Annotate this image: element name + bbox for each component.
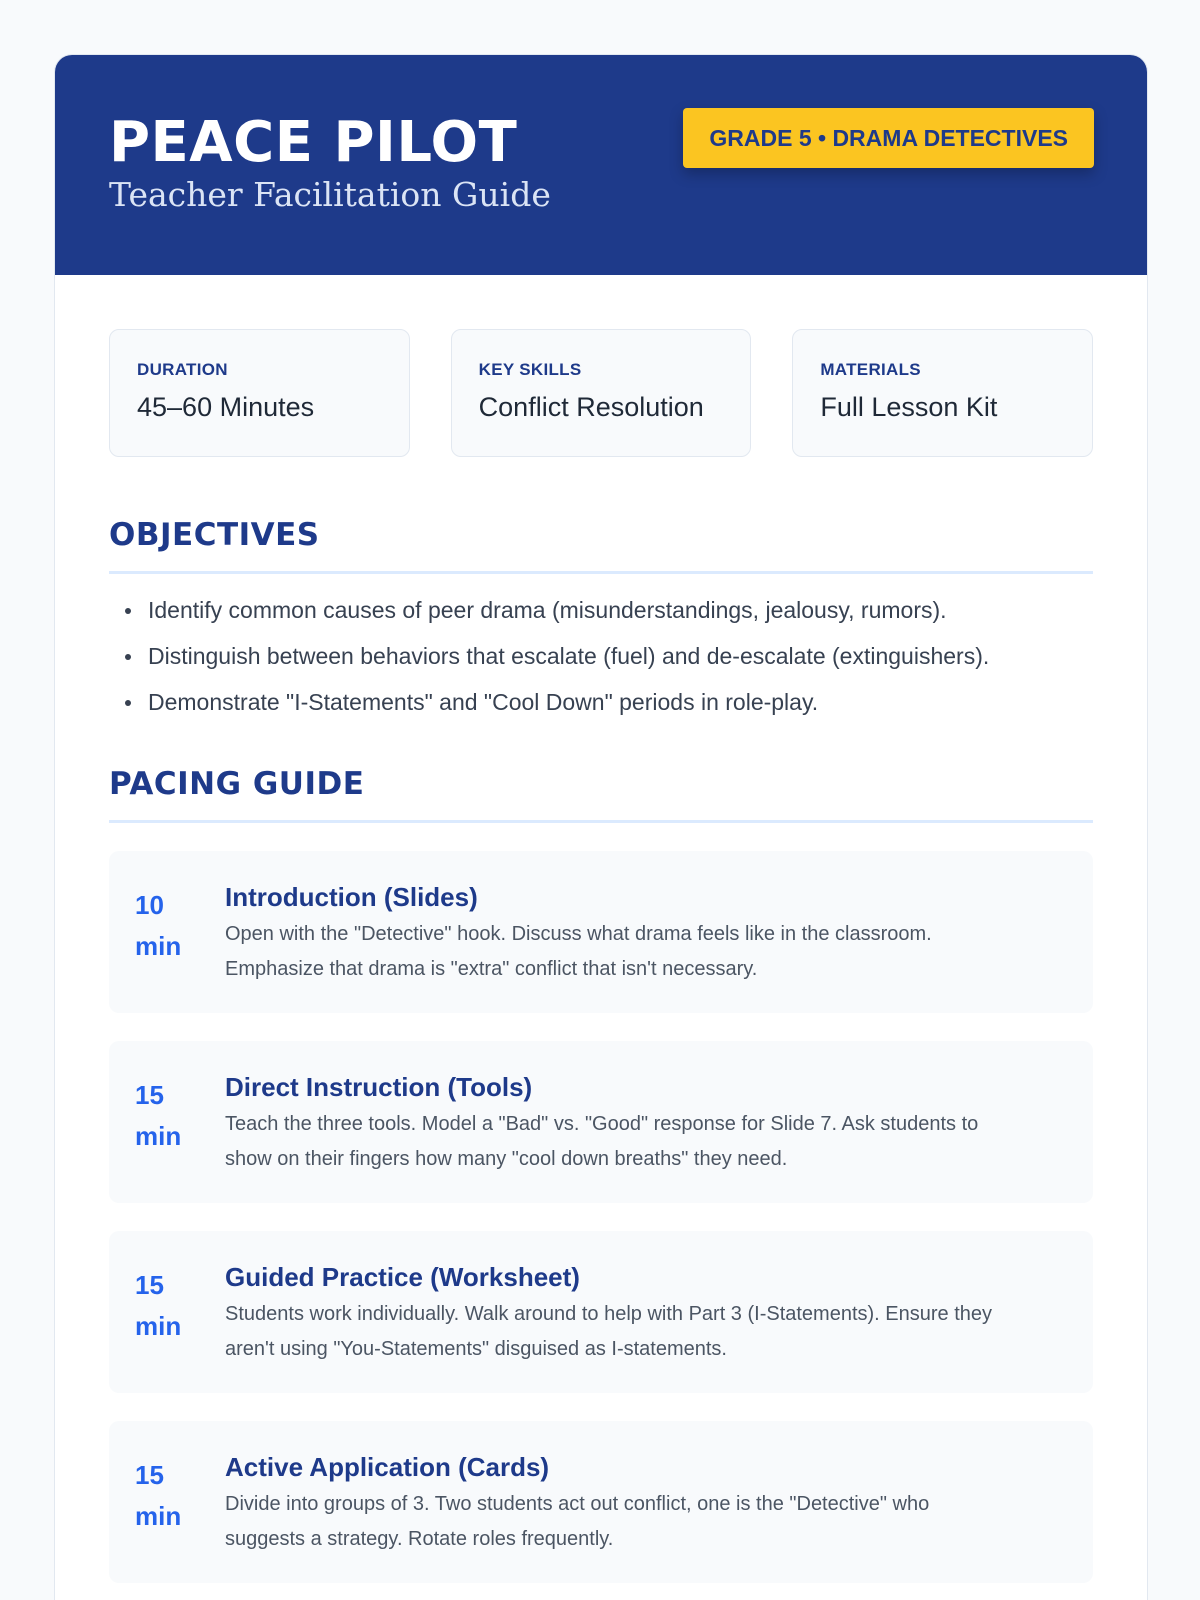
step-description-line: suggests a strategy. Rotate roles frequently.: [225, 1528, 614, 1550]
step-description-line: Teach the three tools. Model a "Bad" vs. "Good" response for Slide 7. Ask students to: [225, 1113, 979, 1135]
guide-card: [54, 54, 1148, 1600]
page-subtitle: Teacher Facilitation Guide: [109, 175, 551, 214]
step-title: Active Application (Cards): [225, 1452, 550, 1482]
step-description: [225, 917, 1067, 987]
step-duration: [135, 1451, 225, 1583]
meta-value: Conflict Resolution: [478, 392, 704, 422]
pacing-heading: PACING GUIDE: [109, 766, 1093, 823]
meta-materials: [792, 329, 1093, 457]
step-body: [225, 1261, 1067, 1393]
meta-key-skills: [451, 329, 752, 457]
meta-label: MATERIALS: [820, 360, 921, 379]
step-description: [225, 1107, 1067, 1177]
objectives-heading: OBJECTIVES: [109, 517, 1093, 574]
objectives-list: [109, 596, 1093, 716]
pacing-step-guided-practice: [109, 1231, 1093, 1393]
step-duration: [135, 1071, 225, 1203]
pacing-step-direct-instruction: [109, 1041, 1093, 1203]
grade-badge: GRADE 5 • DRAMA DETECTIVES: [683, 108, 1094, 168]
step-time-unit: min: [135, 1121, 182, 1151]
step-title: Direct Instruction (Tools): [225, 1072, 533, 1102]
step-description-line: aren't using "You-Statements" disguised as I-statements.: [225, 1338, 727, 1360]
step-description: [225, 1487, 1067, 1557]
meta-label: DURATION: [137, 360, 228, 379]
step-time-unit: min: [135, 1311, 182, 1341]
step-body: [225, 1071, 1067, 1203]
step-time-value: 15: [135, 1270, 164, 1300]
step-body: [225, 1451, 1067, 1583]
step-description-line: Open with the "Detective" hook. Discuss what drama feels like in the classroom.: [225, 923, 932, 945]
meta-value: 45–60 Minutes: [137, 392, 315, 422]
step-title: Introduction (Slides): [225, 882, 478, 912]
objective-item: Distinguish between behaviors that escalate (fuel) and de-escalate (extinguishers).: [123, 642, 1093, 670]
step-description-line: Emphasize that drama is "extra" conflict that isn't necessary.: [225, 958, 758, 980]
header-banner: [55, 55, 1147, 275]
step-description: [225, 1297, 1067, 1367]
step-duration: [135, 1261, 225, 1393]
step-body: [225, 881, 1067, 1013]
step-description-line: show on their fingers how many "cool down breaths" they need.: [225, 1148, 788, 1170]
step-duration: [135, 881, 225, 1013]
pacing-step-introduction: [109, 851, 1093, 1013]
step-time-value: 15: [135, 1080, 164, 1110]
step-time-unit: min: [135, 1501, 182, 1531]
main-content: [55, 275, 1147, 1583]
objective-item: Demonstrate "I-Statements" and "Cool Down" periods in role-play.: [123, 688, 1093, 716]
step-description-line: Students work individually. Walk around to help with Part 3 (I-Statements). Ensure they: [225, 1303, 993, 1325]
step-description-line: Divide into groups of 3. Two students act out conflict, one is the "Detective" who: [225, 1493, 930, 1515]
step-time-value: 10: [135, 890, 164, 920]
meta-value: Full Lesson Kit: [820, 392, 998, 422]
step-title: Guided Practice (Worksheet): [225, 1262, 580, 1292]
step-time-unit: min: [135, 931, 182, 961]
pacing-steps: [109, 851, 1093, 1583]
meta-label: KEY SKILLS: [478, 360, 582, 379]
step-time-value: 15: [135, 1460, 164, 1490]
meta-row: [109, 329, 1093, 457]
page-title: PEACE PILOT: [109, 110, 518, 175]
meta-duration: [109, 329, 410, 457]
pacing-step-active-application: [109, 1421, 1093, 1583]
objective-item: Identify common causes of peer drama (misunderstandings, jealousy, rumors).: [123, 596, 1093, 624]
